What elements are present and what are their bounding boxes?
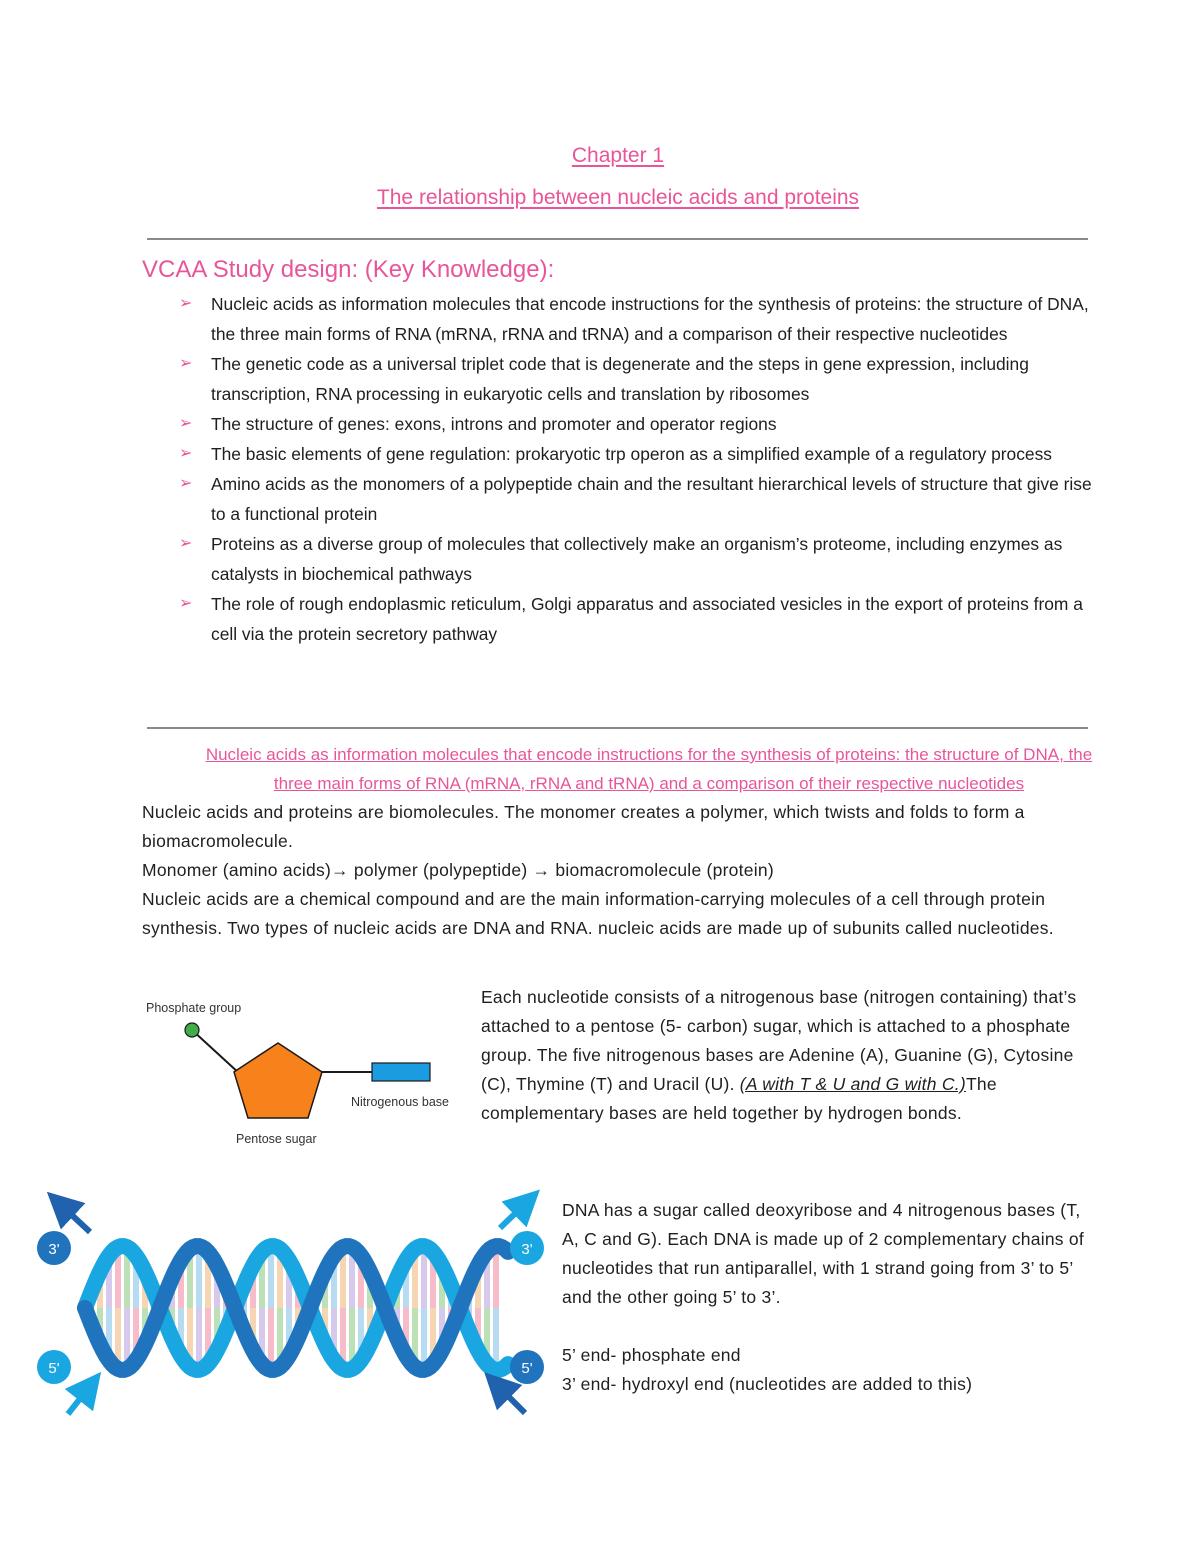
- monomer-flow-line: Monomer (amino acids)→ polymer (polypeptide) → biomacromolecule (protein): [142, 860, 774, 880]
- dna-helix-diagram: [30, 1188, 560, 1428]
- bullet-arrow-icon: ➢: [179, 535, 193, 552]
- bullet-arrow-icon: ➢: [179, 295, 193, 312]
- arrow-right-top-icon: [500, 1202, 527, 1228]
- end-label-right-bottom: 5': [521, 1360, 533, 1377]
- phosphate-label: Phosphate group: [146, 1001, 242, 1015]
- nucleic-acids-paragraph: Nucleic acids are a chemical compound and are the main information-carrying molecules of a cell through protein synthesis. Two types of nucleic acids are DNA and RNA. nucleic acids are made up of subunits called nucleotides.: [142, 889, 1054, 938]
- end-label-left-top: 3': [48, 1241, 60, 1258]
- list-item: ➢ Proteins as a diverse group of molecules that collectively make an organism’s proteome, including enzymes as catalysts in biochemical pathways: [178, 529, 1103, 589]
- arrow-left-top-icon: [60, 1204, 90, 1232]
- arrow-left-bottom-icon: [68, 1386, 90, 1414]
- list-item: ➢ The structure of genes: exons, introns and promoter and operator regions: [178, 409, 1103, 439]
- bullet-arrow-icon: ➢: [179, 595, 193, 612]
- intro-paragraph: Nucleic acids and proteins are biomolecules. The monomer creates a polymer, which twists and folds to form a biomacromolecule.: [142, 802, 1025, 851]
- bullet-arrow-icon: ➢: [179, 475, 193, 492]
- list-item: ➢ The basic elements of gene regulation: prokaryotic trp operon as a simplified example of a regulatory process: [178, 439, 1103, 469]
- bottom-divider: [147, 727, 1088, 729]
- bullet-arrow-icon: ➢: [179, 445, 193, 462]
- chapter-number: Chapter 1: [571, 144, 665, 167]
- end-label-right-top: 3': [521, 1241, 533, 1258]
- section-title: Nucleic acids as information molecules that encode instructions for the synthesis of proteins: the structure of DNA, the three main forms of RNA (mRNA, rRNA and tRNA) and a comparison of their respective nucleotides: [205, 745, 1093, 793]
- base-label: Nitrogenous base: [351, 1095, 449, 1109]
- pentose-sugar-icon: [234, 1043, 322, 1118]
- list-item: ➢ Nucleic acids as information molecules that encode instructions for the synthesis of proteins: the structure of DNA, the three main forms of RNA (mRNA, rRNA and tRNA) and a comparison of their respective nucleotides: [178, 289, 1103, 349]
- nitrogenous-base-icon: [372, 1063, 430, 1081]
- three-prime-line: 3’ end- hydroxyl end (nucleotides are added to this): [562, 1374, 973, 1394]
- bullet-arrow-icon: ➢: [179, 415, 193, 432]
- phosphate-group-icon: [185, 1023, 199, 1037]
- list-item: ➢ The role of rough endoplasmic reticulum, Golgi apparatus and associated vesicles in the export of proteins from a cell via the protein secretory pathway: [178, 589, 1103, 649]
- sugar-label: Pentose sugar: [236, 1132, 317, 1146]
- page-title: The relationship between nucleic acids and proteins: [376, 186, 860, 209]
- key-knowledge-list: [178, 289, 1103, 649]
- base-pairing-note: (A with T & U and G with C.): [739, 1074, 966, 1094]
- five-prime-line: 5’ end- phosphate end: [562, 1345, 741, 1365]
- arrow-right-bottom-icon: [497, 1385, 525, 1413]
- top-divider: [147, 238, 1088, 240]
- nucleotide-diagram: [140, 996, 460, 1156]
- end-label-left-bottom: 5': [48, 1360, 60, 1377]
- list-item: ➢ Amino acids as the monomers of a polypeptide chain and the resultant hierarchical levels of structure that give rise to a functional protein: [178, 469, 1103, 529]
- bullet-arrow-icon: ➢: [179, 355, 193, 372]
- nucleotide-paragraph: Each nucleotide consists of a nitrogenous base (nitrogen containing) that’s attached to a pentose (5- carbon) sugar, which is attached to a phosphate group. The five nitrogenous bases are Adenine (A), Guanine (G), Cytosine (C), Thymine (T) and Uracil (U). (A with T & U and G with C.)The complementary bases are held together by hydrogen bonds.: [481, 987, 1077, 1123]
- key-knowledge-heading: VCAA Study design: (Key Knowledge):: [142, 256, 555, 283]
- list-item: ➢ The genetic code as a universal triplet code that is degenerate and the steps in gene expression, including transcription, RNA processing in eukaryotic cells and translation by ribosomes: [178, 349, 1103, 409]
- dna-paragraph: DNA has a sugar called deoxyribose and 4 nitrogenous bases (T, A, C and G). Each DNA is made up of 2 complementary chains of nucleotides that run antiparallel, with 1 strand going from 3’ to 5’ and the other going 5’ to 3’.: [562, 1200, 1085, 1307]
